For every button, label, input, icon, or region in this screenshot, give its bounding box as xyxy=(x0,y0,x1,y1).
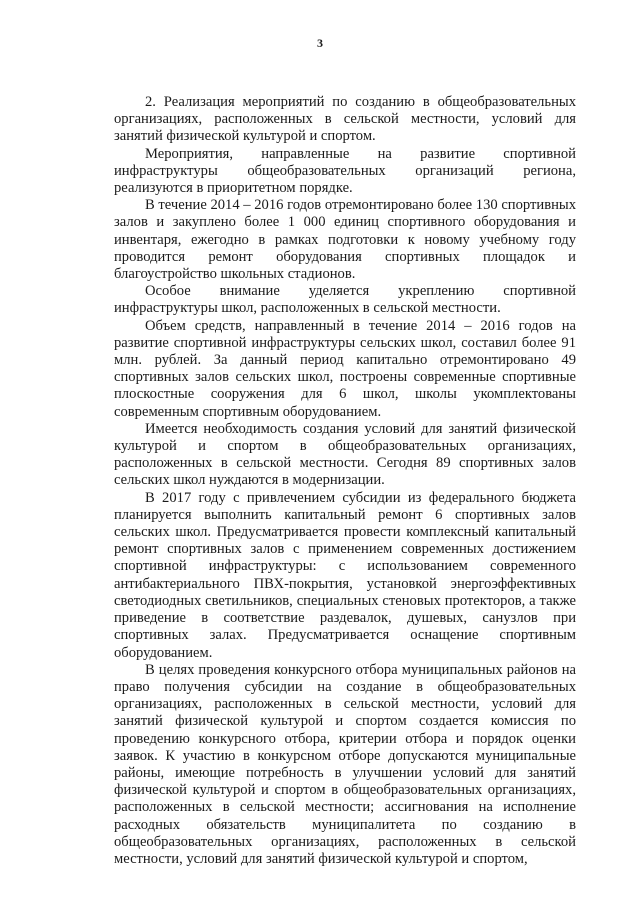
paragraph-2: Мероприятия, направленные на развитие спортивной инфраструктуры общеобразовательных организаций региона, реализуются в приоритетном порядке. xyxy=(114,145,576,197)
paragraph-8: В целях проведения конкурсного отбора муниципальных районов на право получения субсидии на создание в общеобразовательных организациях, расположенных в сельской местности, условий для занятий физической культурой и спортом создается комиссия по проведению конкурсного отбора, критерии отбора и порядок оценки заявок. К участию в конкурсном отборе допускаются муниципальные районы, имеющие потребность в улучшении условий для занятий физической культурой и спортом в общеобразовательных организациях, расположенных в сельской местности; ассигнования на исполнение расходных обязательств муниципалитета по созданию в общеобразовательных организациях, расположенных в сельской местности, условий для занятий физической культурой и спортом, xyxy=(114,661,576,867)
page-number: 3 xyxy=(317,36,323,50)
paragraph-5: Объем средств, направленный в течение 2014 – 2016 годов на развитие спортивной инфраструктуры сельских школ, составил более 91 млн. рублей. За данный период капитально отремонтировано 49 спортивных залов сельских школ, построены современные спортивные плоскостные сооружения для 6 школ, школы укомплектованы современным спортивным оборудованием. xyxy=(114,317,576,420)
document-body xyxy=(114,94,576,868)
paragraph-4: Особое внимание уделяется укреплению спортивной инфраструктуры школ, расположенных в сельской местности. xyxy=(114,283,576,317)
paragraph-6: Имеется необходимость создания условий для занятий физической культурой и спортом в общеобразовательных организациях, расположенных в сельской местности. Сегодня 89 спортивных залов сельских школ нуждаются в модернизации. xyxy=(114,420,576,489)
paragraph-3: В течение 2014 – 2016 годов отремонтировано более 130 спортивных залов и закуплено более 1 000 единиц спортивного оборудования и инвентаря, ежегодно в рамках подготовки к новому учебному году проводится ремонт оборудования спортивных площадок и благоустройство школьных стадионов. xyxy=(114,197,576,283)
paragraph-1: 2. Реализация мероприятий по созданию в общеобразовательных организациях, расположенных в сельской местности, условий для занятий физической культурой и спортом. xyxy=(114,94,576,145)
paragraph-7: В 2017 году с привлечением субсидии из федерального бюджета планируется выполнить капитальный ремонт 6 спортивных залов сельских школ. Предусматривается провести комплексный капитальный ремонт спортивных залов с применением современных достижением спортивной инфраструктуры: с использованием современного антибактериального ПВХ-покрытия, установкой энергоэффективных светодиодных светильников, специальных стеновых протекторов, а также приведение в соответствие раздевалок, душевых, санузлов при спортивных залах. Предусматривается оснащение спортивным оборудованием. xyxy=(114,489,576,661)
